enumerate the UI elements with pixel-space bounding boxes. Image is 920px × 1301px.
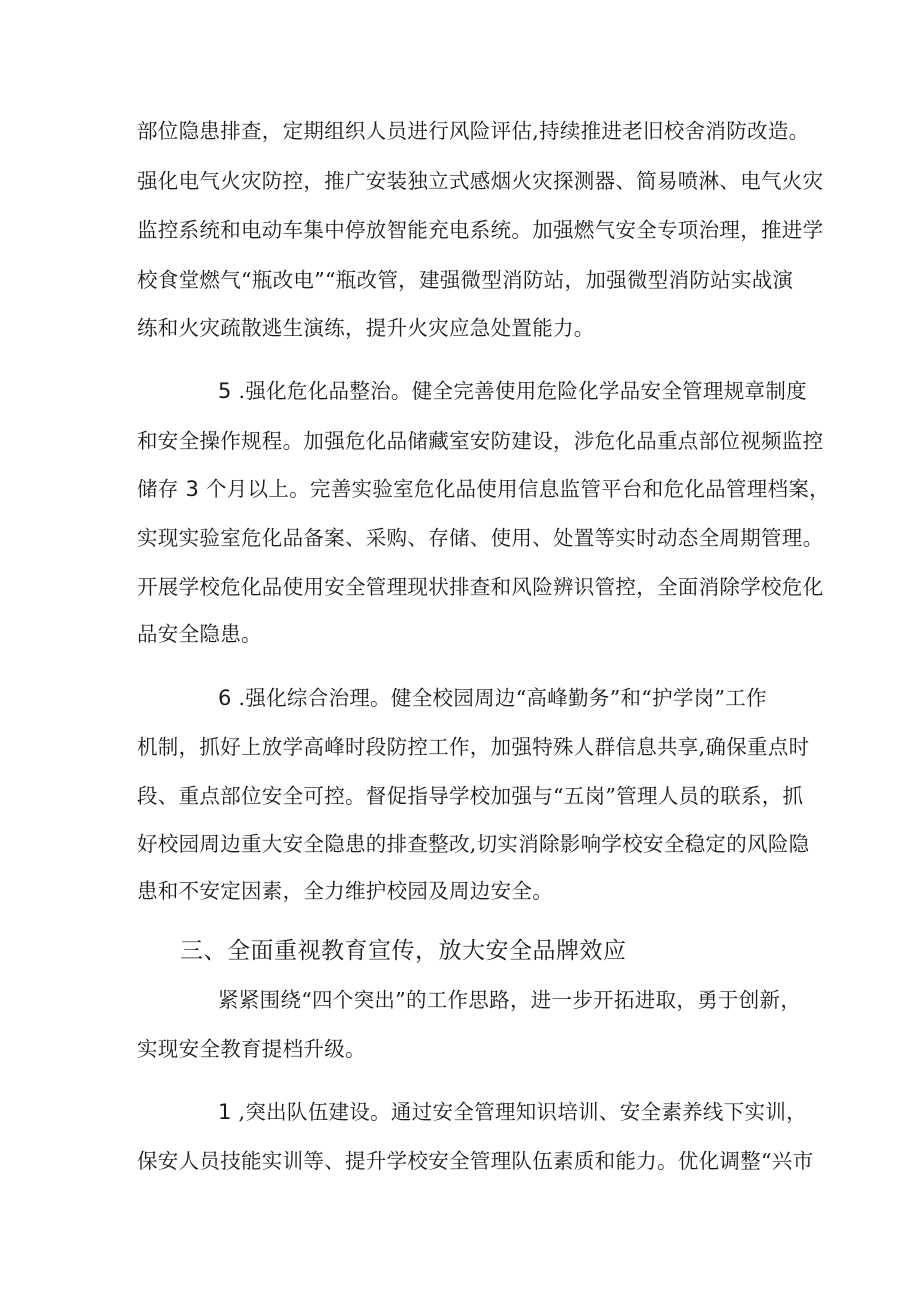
item-title: 强化危化品整治。健全完善使用危险化学品安全管理规章制度	[245, 379, 807, 403]
section-heading: 三、全面重视教育宣传，放大安全品牌效应	[180, 938, 627, 964]
paragraph-line: 患和不安定因素，全力维护校园及周边安全。	[137, 879, 553, 903]
paragraph-line: 开展学校危化品使用安全管理现状排查和风险辨识管控，全面消除学校危化	[137, 575, 824, 599]
item-6-first-line	[218, 684, 818, 712]
storage-months: 3	[185, 477, 200, 501]
paragraph-line: 部位隐患排查，定期组织人员进行风险评估,持续推进老旧校舍消防改造。	[137, 119, 810, 143]
item-1-first-line	[218, 1098, 818, 1126]
item-number: 5	[218, 379, 232, 403]
storage-prefix: 储存	[137, 477, 179, 501]
item-5-first-line	[218, 377, 818, 405]
paragraph-line: 和安全操作规程。加强危化品储藏室安防建设，涉危化品重点部位视频监控	[137, 429, 824, 453]
paragraph-line: 保安人员技能实训等、提升学校安全管理队伍素质和能力。优化调整“兴市	[137, 1149, 814, 1173]
item-title: 强化综合治理。健全校园周边“高峰勤务”和“护学岗”工作	[245, 686, 767, 710]
item-separator: .	[238, 379, 246, 403]
paragraph-line: 监控系统和电动车集中停放智能充电系统。加强燃气安全专项治理，推进学	[137, 218, 824, 242]
paragraph-line-indented: 紧紧围绕“四个突出”的工作思路，进一步开拓进取，勇于创新，	[218, 988, 802, 1012]
paragraph-line: 实现安全教育提档升级。	[137, 1037, 366, 1061]
storage-rest: 个月以上。完善实验室危化品使用信息监管平台和危化品管理档案，	[205, 477, 830, 501]
paragraph-line: 实现实验室危化品备案、采购、存储、使用、处置等实时动态全周期管理。	[137, 526, 824, 550]
item-separator: ,	[238, 1100, 246, 1124]
paragraph-line: 品安全隐患。	[137, 622, 262, 646]
item-number: 6	[218, 686, 232, 710]
paragraph-line-with-number	[137, 475, 830, 503]
item-number: 1	[218, 1100, 232, 1124]
paragraph-line: 强化电气火灾防控，推广安装独立式感烟火灾探测器、简易喷淋、电气火灾	[137, 169, 824, 193]
item-title: 突出队伍建设。通过安全管理知识培训、安全素养线下实训，	[245, 1100, 807, 1124]
item-separator: .	[238, 686, 246, 710]
paragraph-line: 练和火灾疏散逃生演练，提升火灾应急处置能力。	[137, 316, 595, 340]
paragraph-line: 好校园周边重大安全隐患的排查整改,切实消除影响学校安全稳定的风险隐	[137, 832, 810, 856]
paragraph-line: 机制，抓好上放学高峰时段防控工作，加强特殊人群信息共享,确保重点时	[137, 735, 810, 759]
paragraph-line: 段、重点部位安全可控。督促指导学校加强与“五岗”管理人员的联系，抓	[137, 784, 804, 808]
paragraph-line: 校食堂燃气“瓶改电”“瓶改管，建强微型消防站，加强微型消防站实战演	[137, 268, 794, 292]
